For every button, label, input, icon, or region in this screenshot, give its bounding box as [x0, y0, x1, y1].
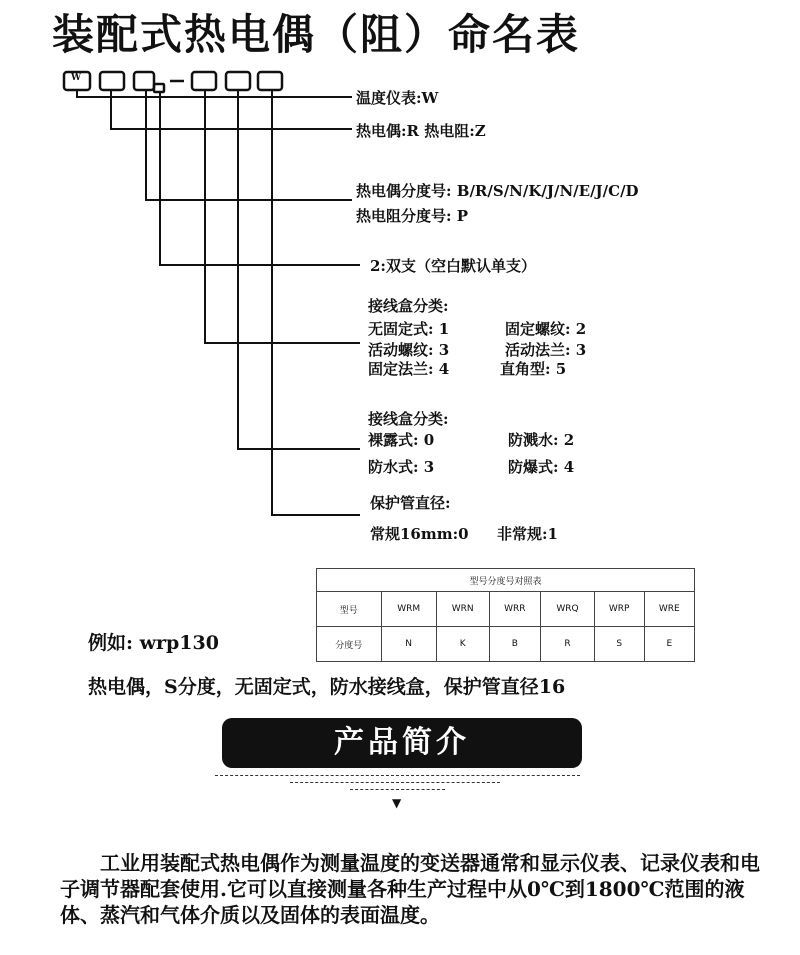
code-box-1-label: W	[71, 73, 82, 83]
connector-box-1	[205, 90, 360, 343]
table-cell: WRN	[436, 592, 489, 627]
table-cell: WRP	[594, 592, 644, 627]
box-class-1-r2-c1: 直角型: 5	[500, 360, 567, 378]
connector-box-2	[238, 90, 360, 449]
tube-diameter-standard: 常规16mm:0	[370, 525, 469, 543]
table-cell: 型号	[317, 592, 382, 627]
code-box-6	[258, 72, 282, 90]
connector-tube	[272, 90, 360, 515]
table-cell: WRE	[644, 592, 694, 627]
label-dual: 2:双支（空白默认单支）	[370, 257, 536, 275]
table-cell: K	[436, 627, 489, 662]
code-box-2	[100, 72, 124, 90]
box-class-1-r0-c1: 固定螺纹: 2	[505, 320, 587, 338]
tube-diameter-heading: 保护管直径:	[370, 494, 451, 512]
product-intro-banner: 产品简介	[222, 718, 582, 768]
intro-text: 工业用装配式热电偶作为测量温度的变送器通常和显示仪表、记录仪表和电子调节器配套使用.它可以直接测量各种生产过程中从0℃到1800℃范围的液体、蒸汽和气体介质以及固体的表面温度。	[60, 851, 760, 927]
box-class-1-r2-c0: 固定法兰: 4	[368, 360, 450, 378]
code-box-3-sub	[154, 84, 164, 92]
table-cell: WRR	[489, 592, 541, 627]
reference-table-caption: 型号分度号对照表	[317, 569, 695, 592]
divider	[290, 782, 500, 783]
box-class-1-r0-c0: 无固定式: 1	[368, 320, 450, 338]
divider	[215, 775, 580, 776]
box-class-2-r0-c0: 裸露式: 0	[368, 431, 435, 449]
reference-table	[316, 568, 695, 662]
table-cell: WRQ	[541, 592, 595, 627]
tube-diameter-nonstandard: 非常规:1	[497, 525, 558, 543]
connector-type	[111, 90, 352, 129]
box-class-2-r1-c1: 防爆式: 4	[508, 458, 575, 476]
intro-paragraph	[60, 850, 760, 928]
table-cell: 分度号	[317, 627, 382, 662]
box-class-2-heading: 接线盒分类:	[368, 410, 449, 428]
table-row	[317, 627, 695, 662]
label-instrument: 温度仪表:W	[356, 89, 439, 107]
code-box-5	[226, 72, 250, 90]
code-box-3	[134, 72, 154, 90]
example-label: 例如: wrp130	[88, 632, 219, 654]
connector-dual	[160, 92, 360, 265]
box-class-2-r1-c0: 防水式: 3	[368, 458, 435, 476]
example-description: 热电偶，S分度，无固定式，防水接线盒，保护管直径16	[88, 676, 566, 698]
page-title: 装配式热电偶（阻）命名表	[52, 10, 581, 59]
table-cell: S	[594, 627, 644, 662]
divider	[350, 789, 445, 790]
label-tc-grade: 热电偶分度号: B/R/S/N/K/J/N/E/J/C/D	[356, 182, 639, 200]
down-arrow-icon: ▼	[392, 796, 402, 810]
box-class-1-r1-c0: 活动螺纹: 3	[368, 341, 450, 359]
table-cell: B	[489, 627, 541, 662]
connector-grade	[146, 90, 352, 200]
box-class-1-heading: 接线盒分类:	[368, 297, 449, 315]
code-box-4	[192, 72, 216, 90]
table-cell: N	[381, 627, 436, 662]
table-cell: R	[541, 627, 595, 662]
box-class-1-r1-c1: 活动法兰: 3	[505, 341, 587, 359]
table-cell: E	[644, 627, 694, 662]
table-row	[317, 592, 695, 627]
label-type: 热电偶:R 热电阻:Z	[356, 122, 486, 140]
box-class-2-r0-c1: 防溅水: 2	[508, 431, 575, 449]
table-cell: WRM	[381, 592, 436, 627]
label-rtd-grade: 热电阻分度号: P	[356, 207, 469, 225]
